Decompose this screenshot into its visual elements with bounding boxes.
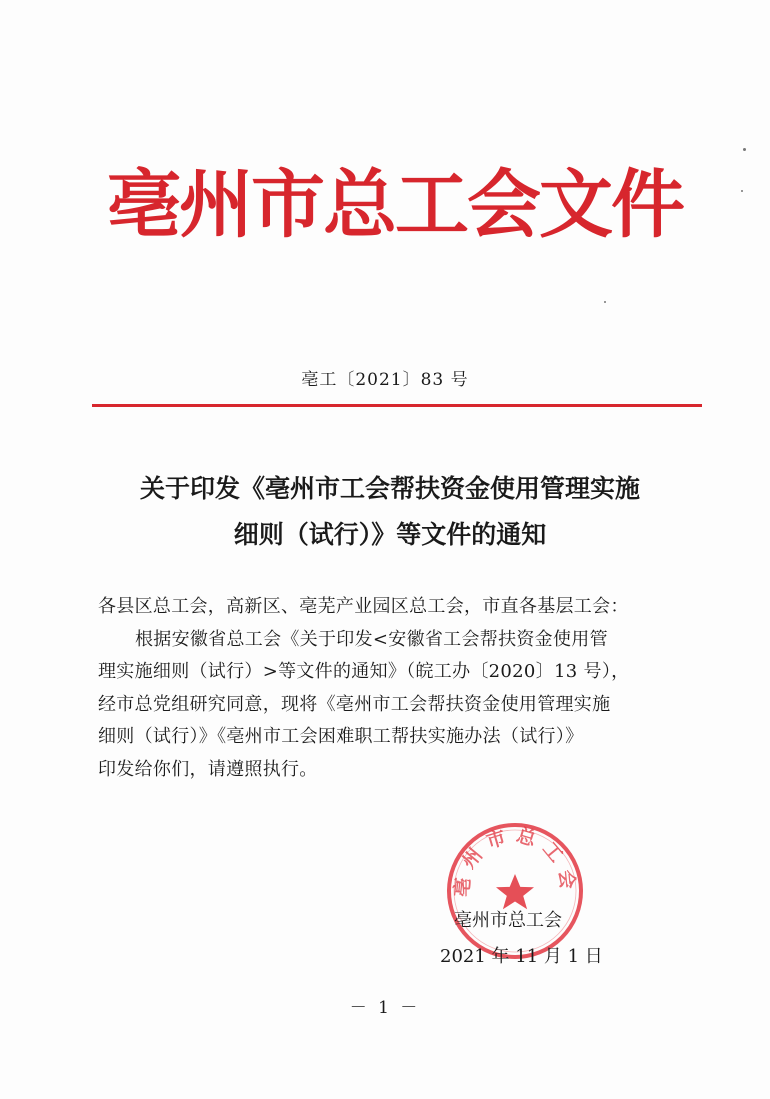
addressees: 各县区总工会，高新区、亳芜产业园区总工会，市直各基层工会： [98, 596, 629, 617]
red-divider-line [92, 404, 702, 407]
body-line: 经市总党组研究同意，现将《亳州市工会帮扶资金使用管理实施 [98, 693, 611, 715]
scan-speck [604, 301, 606, 303]
body-line: 印发给你们，请遵照执行。 [98, 758, 318, 780]
issue-date: 2021 年 11 月 1 日 [440, 946, 603, 967]
page-number: － 1 － [349, 998, 421, 1018]
seal-text: 亳州市总工会 [450, 824, 580, 898]
notice-body [98, 591, 703, 786]
notice-title [90, 466, 690, 558]
signature-block [440, 903, 620, 975]
document-number: 亳工〔2021〕83 号 [301, 370, 469, 390]
body-line: 理实施细则（试行）>等文件的通知》（皖工办〔2020〕13 号）， [98, 661, 630, 682]
body-line: 细则（试行）》《亳州市工会困难职工帮扶实施办法（试行）》 [98, 726, 584, 747]
scan-speck [741, 190, 743, 192]
notice-title-line-1: 关于印发《亳州市工会帮扶资金使用管理实施 [139, 474, 640, 503]
body-line: 根据安徽省总工会《关于印发<安徽省工会帮扶资金使用管 [135, 628, 608, 650]
notice-title-line-2: 细则（试行）》等文件的通知 [233, 520, 547, 549]
scan-speck [743, 148, 746, 151]
issuing-organization: 亳州市总工会 [454, 910, 562, 931]
masthead-title: 亳州市总工会文件 [107, 162, 683, 248]
